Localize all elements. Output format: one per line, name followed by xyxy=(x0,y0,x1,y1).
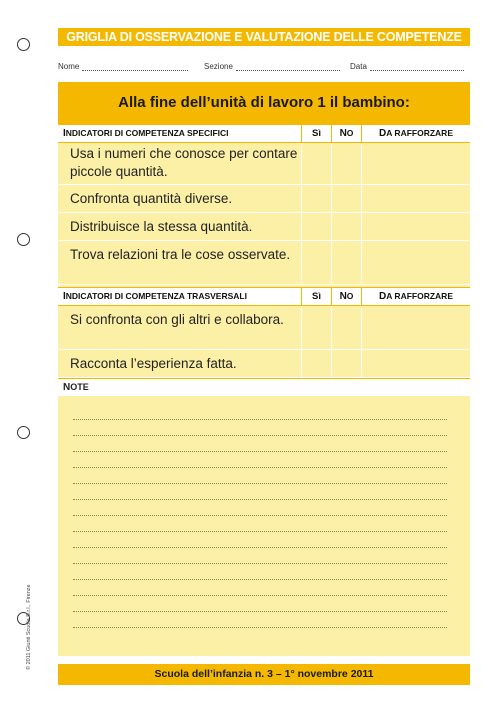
note-line[interactable] xyxy=(73,483,447,484)
check-da-rafforzare[interactable] xyxy=(361,213,470,240)
check-no[interactable] xyxy=(331,306,361,349)
footer-issue: Scuola dell’infanzia n. 3 – 1° novembre 2011 xyxy=(58,664,470,685)
check-da-rafforzare[interactable] xyxy=(361,350,470,377)
check-da-rafforzare[interactable] xyxy=(361,306,470,349)
note-line[interactable] xyxy=(73,627,447,628)
notes-heading: NOTE xyxy=(58,378,470,396)
note-line[interactable] xyxy=(73,547,447,548)
specific-indicators-heading: INDICATORI DI COMPETENZA SPECIFICI xyxy=(63,128,229,139)
check-si[interactable] xyxy=(301,143,331,184)
specific-indicators-header xyxy=(58,124,470,143)
indicator-text: Racconta l’esperienza fatta. xyxy=(70,356,237,371)
note-line[interactable] xyxy=(73,595,447,596)
student-info-row xyxy=(58,59,470,71)
name-field[interactable] xyxy=(82,64,188,71)
check-no[interactable] xyxy=(331,185,361,212)
note-line[interactable] xyxy=(73,451,447,452)
indicator-text: Si confronta con gli altri e collabora. xyxy=(70,312,284,327)
column-si: Sì xyxy=(301,125,331,142)
section-field[interactable] xyxy=(236,64,340,71)
check-no[interactable] xyxy=(331,241,361,284)
check-da-rafforzare[interactable] xyxy=(361,185,470,212)
note-line[interactable] xyxy=(73,467,447,468)
binder-hole-1 xyxy=(17,38,30,51)
evaluation-card xyxy=(58,82,470,656)
indicator-text: Confronta quantità diverse. xyxy=(70,191,233,206)
note-line[interactable] xyxy=(73,515,447,516)
table-row xyxy=(58,350,470,378)
note-line[interactable] xyxy=(73,579,447,580)
document-title-banner: GRIGLIA DI OSSERVAZIONE E VALUTAZIONE DELLE COMPETENZE xyxy=(58,28,470,46)
indicator-text: Trova relazioni tra le cose osservate. xyxy=(70,247,291,262)
table-row xyxy=(58,213,470,241)
transversal-indicators-heading: INDICATORI DI COMPETENZA TRASVERSALI xyxy=(63,291,247,302)
card-title: Alla fine dell’unità di lavoro 1 il bambino: xyxy=(58,82,470,124)
note-line[interactable] xyxy=(73,435,447,436)
indicator-text: Usa i numeri che conosce per contare piccole quantità. xyxy=(70,146,298,179)
check-si[interactable] xyxy=(301,213,331,240)
indicator-text: Distribuisce la stessa quantità. xyxy=(70,219,253,234)
name-label: Nome xyxy=(58,62,80,71)
check-si[interactable] xyxy=(301,306,331,349)
table-row xyxy=(58,185,470,213)
column-no: NO xyxy=(331,288,361,305)
table-row xyxy=(58,306,470,350)
check-da-rafforzare[interactable] xyxy=(361,241,470,284)
date-field[interactable] xyxy=(370,64,464,71)
table-row xyxy=(58,143,470,185)
section-label: Sezione xyxy=(204,62,233,71)
table-row xyxy=(58,241,470,285)
check-no[interactable] xyxy=(331,143,361,184)
binder-hole-3 xyxy=(17,426,30,439)
check-no[interactable] xyxy=(331,350,361,377)
note-line[interactable] xyxy=(73,419,447,420)
check-no[interactable] xyxy=(331,213,361,240)
column-no: NO xyxy=(331,125,361,142)
note-line[interactable] xyxy=(73,563,447,564)
column-da-rafforzare: DA RAFFORZARE xyxy=(361,288,470,305)
column-si: Sì xyxy=(301,288,331,305)
note-line[interactable] xyxy=(73,611,447,612)
date-label: Data xyxy=(350,62,367,71)
check-si[interactable] xyxy=(301,185,331,212)
check-si[interactable] xyxy=(301,350,331,377)
transversal-indicators-header xyxy=(58,287,470,306)
check-si[interactable] xyxy=(301,241,331,284)
note-line[interactable] xyxy=(73,531,447,532)
copyright-notice: © 2011 Giunti Scuola S.r.l., Firenze xyxy=(26,584,32,670)
binder-hole-2 xyxy=(17,233,30,246)
note-line[interactable] xyxy=(73,499,447,500)
column-da-rafforzare: DA RAFFORZARE xyxy=(361,125,470,142)
check-da-rafforzare[interactable] xyxy=(361,143,470,184)
